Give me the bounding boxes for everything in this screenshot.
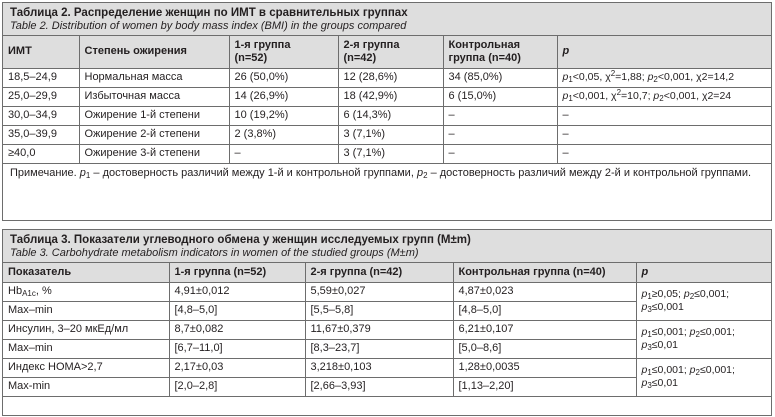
- bmi-cell: ≥40,0: [3, 144, 79, 163]
- p-cell: –: [557, 106, 771, 125]
- table-row: [3, 144, 771, 163]
- bmi-cell: 35,0–39,9: [3, 125, 79, 144]
- header-group-1-line1: 1-я группа: [234, 38, 291, 51]
- p-symbol: p: [641, 288, 648, 300]
- p-symbol: p: [641, 326, 648, 338]
- p-symbol: p: [641, 364, 648, 376]
- header-p-label: p: [562, 45, 570, 58]
- p-cell: [557, 68, 771, 87]
- p-subscript: 2: [695, 368, 700, 377]
- p-subscript: 3: [647, 381, 652, 390]
- table-3-title-ru: Таблица 3. Показатели углеводного обмена у женщин исследуемых групп (M±m): [10, 234, 471, 246]
- indicator-cell: [3, 282, 169, 301]
- p-subscript: 3: [647, 305, 652, 314]
- table-row: [3, 106, 771, 125]
- table-2-header-row: [3, 36, 771, 68]
- p-text: ≥0,05;: [651, 288, 684, 300]
- group-1-cell: 2 (3,8%): [229, 125, 338, 144]
- indicator-main: Hb: [8, 285, 23, 297]
- p-text: <0,001, χ2=14,2: [657, 71, 735, 83]
- group-2-cell: [5,5–5,8]: [305, 301, 453, 320]
- indicator-subscript: A1c: [22, 289, 36, 298]
- p-cell: [557, 87, 771, 106]
- p-symbol: p: [653, 90, 660, 102]
- control-cell: 1,28±0,0035: [453, 358, 636, 377]
- group-2-cell: [8,3–23,7]: [305, 339, 453, 358]
- note-text: Примечание.: [10, 166, 80, 179]
- p-subscript: 2: [689, 292, 695, 301]
- p-subscript: 2: [695, 330, 700, 339]
- degree-cell: Нормальная масса: [79, 68, 229, 87]
- p-text: <0,05, χ: [572, 71, 611, 83]
- header-degree: Степень ожирения: [79, 36, 229, 68]
- table-2-title-ru: Таблица 2. Распределение женщин по ИМТ в сравнительных группах: [10, 7, 408, 19]
- p-subscript: 1: [647, 292, 652, 301]
- indicator-cell: Индекс HOMA>2,7: [3, 358, 169, 377]
- group-1-cell: [4,8–5,0]: [169, 301, 305, 320]
- header-control: Контрольная группа (n=40): [453, 263, 636, 282]
- table-row: [3, 358, 771, 377]
- group-1-cell: 8,7±0,082: [169, 320, 305, 339]
- table-2-grid: [3, 36, 771, 164]
- p-text: ≤0,001;: [699, 364, 735, 376]
- p-subscript: 2: [659, 94, 664, 103]
- p-text: <0,001, χ: [572, 90, 617, 102]
- degree-cell: Избыточная масса: [79, 87, 229, 106]
- group-2-cell: 3,218±0,103: [305, 358, 453, 377]
- degree-cell: Ожирение 2-й степени: [79, 125, 229, 144]
- group-1-cell: [6,7–11,0]: [169, 339, 305, 358]
- group-1-cell: 26 (50,0%): [229, 68, 338, 87]
- group-2-cell: 12 (28,6%): [338, 68, 443, 87]
- header-p: [636, 263, 771, 282]
- control-cell: –: [443, 125, 557, 144]
- table-2-note: [3, 164, 771, 183]
- p-symbol: p: [689, 326, 696, 338]
- note-p-symbol: p: [416, 166, 424, 179]
- header-p: [557, 36, 771, 68]
- p-subscript: 1: [647, 368, 652, 377]
- control-cell: 4,87±0,023: [453, 282, 636, 301]
- p-cell: –: [557, 125, 771, 144]
- header-group-1: [229, 36, 338, 68]
- p-subscript: 1: [647, 330, 652, 339]
- p-symbol: p: [689, 364, 696, 376]
- control-cell: –: [443, 144, 557, 163]
- header-indicator: Показатель: [3, 263, 169, 282]
- p-text: ≤0,001;: [651, 326, 690, 338]
- group-1-cell: –: [229, 144, 338, 163]
- control-cell: [5,0–8,6]: [453, 339, 636, 358]
- header-group-2-line2: (n=42): [343, 51, 377, 64]
- p-subscript: 1: [568, 75, 573, 84]
- header-control: [443, 36, 557, 68]
- table-row: [3, 125, 771, 144]
- header-group-1: 1-я группа (n=52): [169, 263, 305, 282]
- group-1-cell: 4,91±0,012: [169, 282, 305, 301]
- p-text: ≤0,001;: [651, 364, 690, 376]
- header-group-2: [338, 36, 443, 68]
- group-2-cell: 3 (7,1%): [338, 144, 443, 163]
- control-cell: 6,21±0,107: [453, 320, 636, 339]
- indicator-cell: Max-min: [3, 377, 169, 396]
- bmi-cell: 25,0–29,9: [3, 87, 79, 106]
- p-text: ≤0,001: [651, 301, 684, 313]
- note-text: – достоверность различий между 1-й и контрольной группами,: [90, 166, 417, 179]
- p-text: <0,001, χ2=24: [663, 90, 732, 102]
- control-cell: [1,13–2,20]: [453, 377, 636, 396]
- group-2-cell: 6 (14,3%): [338, 106, 443, 125]
- group-2-cell: 3 (7,1%): [338, 125, 443, 144]
- p-text: =10,7;: [621, 90, 654, 102]
- header-group-2: 2-я группа (n=42): [305, 263, 453, 282]
- header-p-label: p: [641, 265, 649, 278]
- table-2-title-en: Table 2. Distribution of women by body mass index (BMI) in the groups compared: [10, 20, 407, 32]
- group-1-cell: [2,0–2,8]: [169, 377, 305, 396]
- control-cell: [4,8–5,0]: [453, 301, 636, 320]
- indicator-cell: Инсулин, 3–20 мкЕд/мл: [3, 320, 169, 339]
- group-1-cell: 14 (26,9%): [229, 87, 338, 106]
- bmi-cell: 30,0–34,9: [3, 106, 79, 125]
- table-row: [3, 68, 771, 87]
- header-group-1-line2: (n=52): [234, 51, 268, 64]
- table-row: [3, 87, 771, 106]
- header-control-line2: группа (n=40): [448, 51, 521, 64]
- p-symbol: p: [647, 71, 654, 83]
- bmi-cell: 18,5–24,9: [3, 68, 79, 87]
- p-subscript: 1: [568, 94, 573, 103]
- table-row: [3, 320, 771, 339]
- p-cell: [636, 358, 771, 396]
- degree-cell: Ожирение 1-й степени: [79, 106, 229, 125]
- header-bmi: ИМТ: [3, 36, 79, 68]
- p-subscript: 3: [647, 343, 652, 352]
- group-2-cell: 11,67±0,379: [305, 320, 453, 339]
- table-row: [3, 282, 771, 301]
- control-cell: –: [443, 106, 557, 125]
- table-3-header-row: [3, 263, 771, 282]
- p-text: ≤0,001;: [699, 326, 735, 338]
- p-symbol: p: [562, 90, 569, 102]
- table-3-title-en: Table 3. Carbohydrate metabolism indicators in women of the studied groups (M±m): [10, 247, 419, 259]
- p-symbol: p: [562, 71, 569, 83]
- group-2-cell: 5,59±0,027: [305, 282, 453, 301]
- p-cell: –: [557, 144, 771, 163]
- degree-cell: Ожирение 3-й степени: [79, 144, 229, 163]
- p-text: ≤0,01: [651, 377, 678, 389]
- control-cell: 6 (15,0%): [443, 87, 557, 106]
- indicator-cell: Max–min: [3, 301, 169, 320]
- note-p-subscript: 1: [85, 170, 91, 180]
- p-superscript: 2: [616, 88, 622, 97]
- p-subscript: 2: [653, 75, 658, 84]
- p-symbol: p: [683, 288, 690, 300]
- control-cell: 34 (85,0%): [443, 68, 557, 87]
- indicator-cell: Max–min: [3, 339, 169, 358]
- p-symbol: p: [641, 377, 648, 389]
- note-text: – достоверность различий между 2-й и контрольной группами.: [427, 166, 752, 179]
- p-text: ≤0,01: [651, 339, 678, 351]
- table-3-title: [3, 230, 771, 263]
- p-superscript: 2: [610, 69, 616, 78]
- header-control-line1: Контрольная: [448, 38, 521, 51]
- p-symbol: p: [641, 339, 648, 351]
- p-symbol: p: [641, 301, 648, 313]
- p-text: ≤0,001;: [694, 288, 730, 300]
- group-2-cell: [2,66–3,93]: [305, 377, 453, 396]
- note-p-symbol: p: [79, 166, 86, 179]
- table-2: [2, 2, 772, 221]
- table-3-grid: [3, 263, 771, 397]
- p-text: =1,88;: [615, 71, 648, 83]
- p-cell: [636, 320, 771, 358]
- group-1-cell: 10 (19,2%): [229, 106, 338, 125]
- note-p-subscript: 2: [423, 170, 428, 180]
- table-2-title: [3, 3, 771, 36]
- p-cell: [636, 282, 771, 320]
- group-2-cell: 18 (42,9%): [338, 87, 443, 106]
- indicator-rest: , %: [35, 285, 52, 297]
- table-3: [2, 229, 772, 416]
- group-1-cell: 2,17±0,03: [169, 358, 305, 377]
- header-group-2-line1: 2-я группа: [343, 38, 400, 51]
